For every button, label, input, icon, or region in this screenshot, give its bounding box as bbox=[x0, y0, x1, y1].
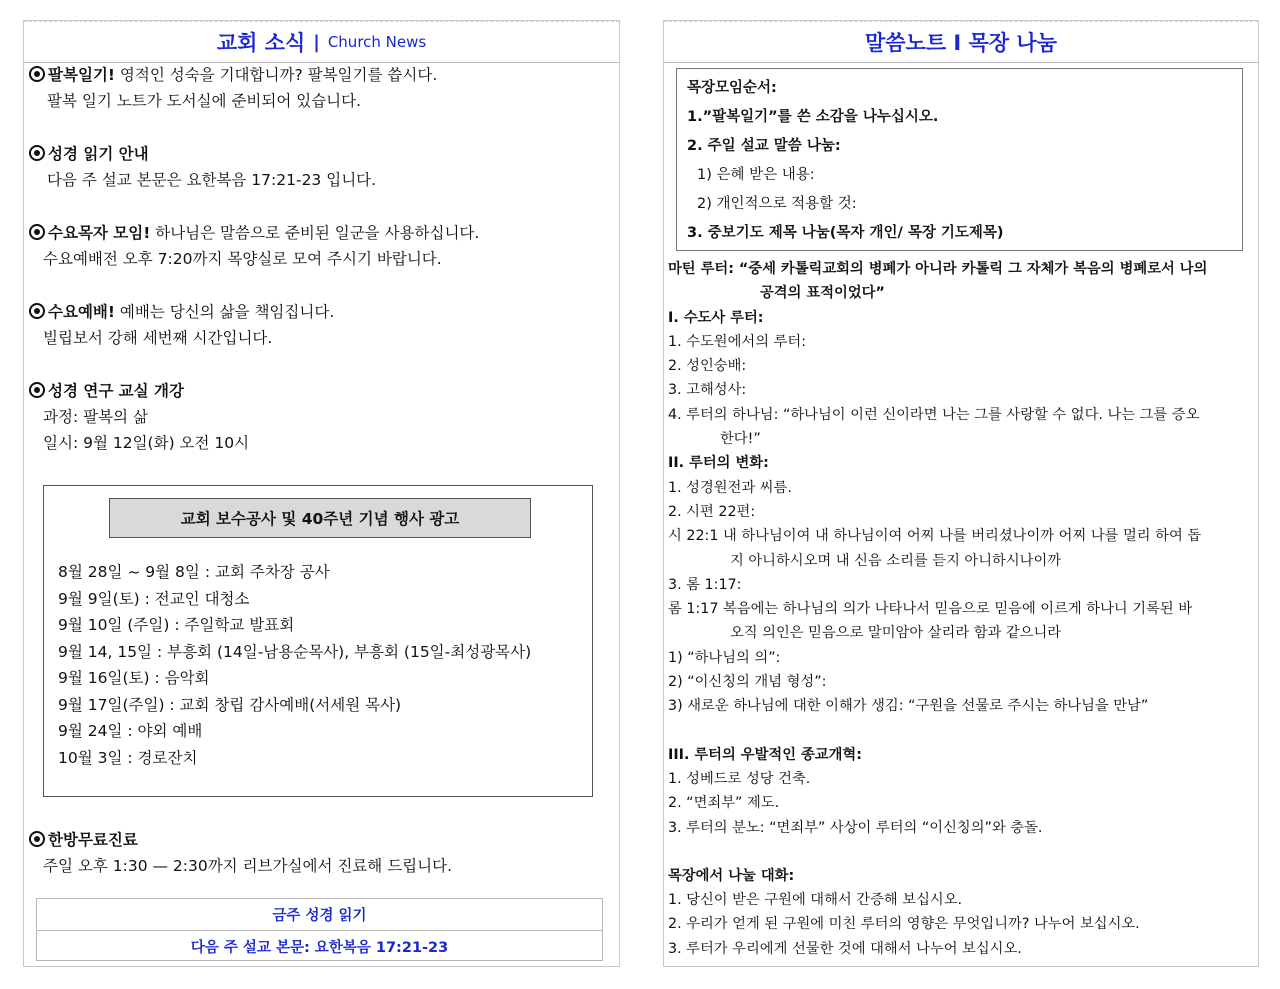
target-bullet-icon bbox=[29, 66, 45, 82]
meeting-order-box bbox=[676, 68, 1243, 251]
order-item: 3. 중보기도 제목 나눔(목자 개인/ 목장 기도제목) bbox=[687, 225, 1004, 241]
note-line: 2) “이신칭의 개념 형성”: bbox=[668, 674, 827, 691]
event-item: 10월 3일 : 경로잔치 bbox=[58, 748, 198, 767]
section-heading: 목장에서 나눌 대화: bbox=[668, 867, 795, 884]
note-line: 3. 루터의 분노: “면죄부” 사상이 루터의 “이신칭의”와 충돌. bbox=[668, 819, 1043, 836]
announcement-4: 수요예배! 예배는 당신의 삶을 책임집니다. 빌립보서 강해 세번째 시간입니다. bbox=[29, 299, 334, 351]
target-bullet-icon bbox=[29, 224, 45, 240]
clinic-announcement: 한방무료진료 주일 오후 1:30 — 2:30까지 리브가실에서 진료해 드립니다. bbox=[29, 827, 452, 879]
note-line: 2. 우리가 얻게 된 구원에 미친 루터의 영향은 무엇입니까? 나누어 보십시오. bbox=[668, 916, 1140, 933]
order-subitem: 1) 은혜 받은 내용: bbox=[697, 167, 815, 183]
note-line: 4. 루터의 하나님: “하나님이 이런 신이라면 나는 그를 사랑할 수 없다. 나는 그를 증오 bbox=[668, 406, 1200, 423]
event-box-title: 교회 보수공사 및 40주년 기념 행사 광고 bbox=[109, 498, 531, 538]
section-heading: I. 수도사 루터: bbox=[668, 309, 764, 326]
event-item: 9월 9일(토) : 전교인 대청소 bbox=[58, 589, 250, 608]
announcement-2: 성경 읽기 안내 다음 주 설교 본문은 요한복음 17:21-23 입니다. bbox=[29, 141, 376, 193]
scripture-line: 롬 1:17 복음에는 하나님의 의가 나타나서 믿음으로 믿음에 이르게 하나니 기록된 바 bbox=[668, 601, 1193, 618]
order-item: 2. 주일 설교 말씀 나눔: bbox=[687, 138, 841, 154]
event-item: 9월 16일(토) : 음악회 bbox=[58, 669, 210, 687]
target-bullet-icon bbox=[29, 145, 45, 161]
event-item: 9월 24일 : 야외 예배 bbox=[58, 722, 203, 740]
order-item: 1.”팔복일기”를 쓴 소감을 나누십시오. bbox=[687, 109, 939, 125]
church-news-title: 교회 소식 bbox=[216, 31, 306, 55]
note-line: 2. 시편 22편: bbox=[668, 503, 756, 520]
sermon-notes bbox=[668, 257, 1253, 961]
note-line: 2. 성인숭배: bbox=[668, 358, 747, 375]
note-line: 3. 루터가 우리에게 선물한 것에 대해서 나누어 보십시오. bbox=[668, 940, 1022, 957]
reading-row-weekly: 금주 성경 읽기 bbox=[272, 908, 367, 924]
spacer bbox=[668, 840, 1253, 864]
luther-quote-cont: 공격의 표적이었다” bbox=[760, 285, 885, 302]
note-line: 1) “하나님의 의”: bbox=[668, 649, 781, 666]
scripture-line: 지 아니하시오며 내 신음 소리를 듣지 아니하시나이까 bbox=[730, 552, 1062, 569]
church-news-subtitle: Church News bbox=[327, 33, 427, 51]
target-bullet-icon bbox=[29, 831, 45, 847]
section-heading: II. 루터의 변화: bbox=[668, 455, 769, 472]
event-item: 9월 10일 (주일) : 주일학교 발표회 bbox=[58, 616, 295, 634]
note-line: 3) 새로운 하나님에 대한 이해가 생김: “구원을 선물로 주시는 하나님을 만남” bbox=[668, 698, 1149, 715]
target-bullet-icon bbox=[29, 303, 45, 319]
order-heading: 목장모임순서: bbox=[687, 80, 777, 96]
sermon-note-title: 말씀노트 I 목장 나눔 bbox=[864, 31, 1058, 55]
note-line: 1. 성경원전과 씨름. bbox=[668, 479, 792, 496]
announcement-5: 성경 연구 교실 개강 과정: 팔복의 삶 일시: 9월 12일(화) 오전 10시 bbox=[29, 378, 249, 456]
event-item: 9월 17일(주일) : 교회 창립 감사예배(서세원 목사) bbox=[58, 695, 402, 714]
order-subitem: 2) 개인적으로 적용할 것: bbox=[697, 196, 857, 212]
event-item: 9월 14, 15일 : 부흥회 (14일-남용순목사), 부흥회 (15일-최성광목사) bbox=[58, 642, 532, 661]
note-line: 3. 고해성사: bbox=[668, 382, 747, 399]
note-line: 한다!” bbox=[720, 431, 761, 448]
note-line: 1. 당신이 받은 구원에 대해서 간증해 보십시오. bbox=[668, 892, 963, 909]
luther-quote: 마틴 루터: “중세 카톨릭교회의 병폐가 아니라 카톨릭 그 자체가 복음의 병폐로서 나의 bbox=[668, 261, 1208, 277]
target-bullet-icon bbox=[29, 382, 45, 398]
note-line: 1. 성베드로 성당 건축. bbox=[668, 770, 811, 787]
section-heading: III. 루터의 우발적인 종교개혁: bbox=[668, 746, 862, 763]
announcement-3: 수요목자 모임! 하나님은 말씀으로 준비된 일군을 사용하십니다. 수요예배전 오후 7:20까지 목양실로 모여 주시기 바랍니다. bbox=[29, 220, 479, 272]
event-announcement-box bbox=[43, 485, 593, 797]
header-separator: | bbox=[313, 31, 320, 53]
event-list bbox=[58, 559, 531, 771]
scripture-line: 오직 의인은 믿음으로 말미암아 살리라 함과 같으니라 bbox=[730, 625, 1062, 642]
bible-reading-box bbox=[36, 898, 603, 961]
note-line: 1. 수도원에서의 루터: bbox=[668, 333, 807, 350]
note-line: 2. “면죄부” 제도. bbox=[668, 795, 780, 812]
spacer bbox=[668, 719, 1253, 743]
event-item: 8월 28일 ~ 9월 8일 : 교회 주차장 공사 bbox=[58, 563, 330, 581]
church-news-header bbox=[24, 21, 619, 63]
note-line: 3. 롬 1:17: bbox=[668, 576, 742, 593]
scripture-line: 시 22:1 내 하나님이여 내 하나님이여 어찌 나를 버리셨나이까 어찌 나를 멀리 하여 돕 bbox=[668, 528, 1202, 545]
sermon-note-header bbox=[664, 21, 1258, 63]
announcement-1: 팔복일기! 영적인 성숙을 기대합니까? 팔복일기를 씁시다. 팔복 일기 노트가 도서실에 준비되어 있습니다. bbox=[29, 62, 437, 114]
reading-row-next-sermon: 다음 주 설교 본문: 요한복음 17:21-23 bbox=[37, 930, 602, 961]
